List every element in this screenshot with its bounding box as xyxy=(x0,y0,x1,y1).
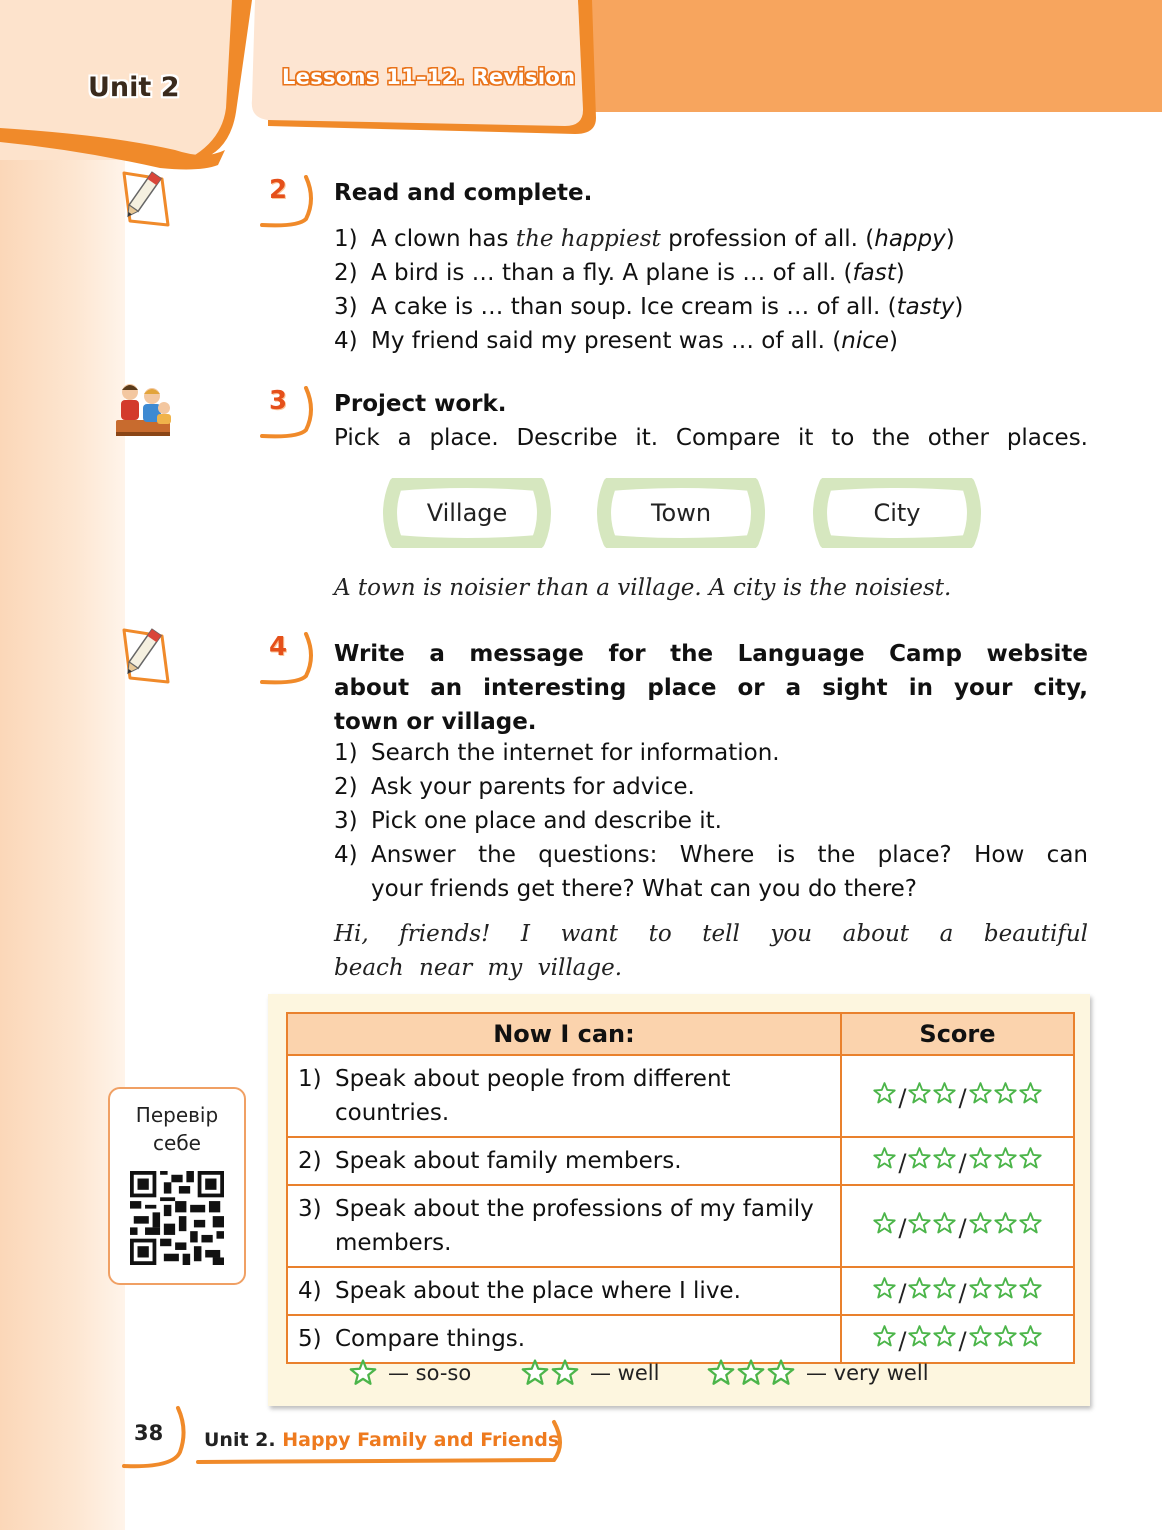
star-icon xyxy=(1018,1276,1043,1301)
star-icon xyxy=(1018,1324,1043,1349)
exercise-2-number-badge xyxy=(258,175,308,221)
exercise-4-step: 1) Search the internet for information. xyxy=(334,740,780,766)
star-icon xyxy=(932,1324,957,1349)
pencil-icon xyxy=(112,622,172,687)
slash-separator: / xyxy=(958,1213,967,1242)
score-cell[interactable] xyxy=(841,1055,1074,1137)
star-group xyxy=(872,1211,897,1236)
star-icon xyxy=(736,1358,766,1388)
score-cell[interactable] xyxy=(841,1137,1074,1185)
star-icon xyxy=(932,1146,957,1171)
star-group xyxy=(520,1358,580,1388)
star-icon xyxy=(968,1276,993,1301)
star-group xyxy=(706,1358,796,1388)
exercise-2-item: 2) A bird is … than a fly. A plane is … of all. (fast) xyxy=(334,260,905,286)
exercise-4-step: 4) Answer the questions: Where is the place? How can xyxy=(334,842,1088,868)
slash-separator: / xyxy=(898,1213,907,1242)
star-group xyxy=(968,1324,1043,1349)
star-icon xyxy=(550,1358,580,1388)
star-icon xyxy=(932,1211,957,1236)
self-check-box[interactable] xyxy=(108,1087,246,1285)
footer-unit-title: Unit 2. Happy Family and Friends xyxy=(204,1429,560,1451)
exercise-4-step-continuation: your friends get there? What can you do there? xyxy=(371,876,918,902)
legend-well xyxy=(520,1358,659,1388)
exercise-3-instruction: Pick a place. Describe it. Compare it to the other places. xyxy=(334,425,1088,451)
star-group xyxy=(907,1324,957,1349)
star-icon xyxy=(872,1081,897,1106)
left-margin-band xyxy=(0,0,125,1530)
star-group xyxy=(872,1081,897,1106)
exercise-2-item: 3) A cake is … than soup. Ice cream is … of all. (tasty) xyxy=(334,294,964,320)
table-row xyxy=(287,1267,1074,1315)
star-icon xyxy=(907,1211,932,1236)
exercise-3-title: Project work. xyxy=(334,391,507,417)
star-icon xyxy=(348,1358,378,1388)
slash-separator: / xyxy=(898,1326,907,1355)
star-icon xyxy=(907,1276,932,1301)
self-check-label: Перевір себе xyxy=(135,1103,219,1155)
slash-separator: / xyxy=(958,1278,967,1307)
star-icon xyxy=(932,1276,957,1301)
table-row xyxy=(287,1185,1074,1267)
slash-separator: / xyxy=(958,1083,967,1112)
table-header-row xyxy=(287,1013,1074,1055)
star-icon xyxy=(968,1146,993,1171)
exercise-2-title: Read and complete. xyxy=(334,180,593,206)
ability-cell: 5) Compare things. xyxy=(287,1315,841,1363)
exercise-3-number-badge xyxy=(258,386,308,432)
place-box-town xyxy=(596,478,766,548)
exercise-4-title: Write a message for the Language Camp website about an interesting place or a sight in your city, town or village. xyxy=(334,641,1088,735)
pencil-icon xyxy=(112,165,172,230)
legend-so-so xyxy=(348,1358,471,1388)
table-row xyxy=(287,1137,1074,1185)
star-icon xyxy=(1018,1081,1043,1106)
star-group xyxy=(907,1211,957,1236)
exercise-4-example-line: beach near my village. xyxy=(334,955,623,981)
star-icon xyxy=(520,1358,550,1388)
star-icon xyxy=(968,1211,993,1236)
star-group xyxy=(907,1081,957,1106)
star-icon xyxy=(766,1358,796,1388)
score-cell[interactable] xyxy=(841,1315,1074,1363)
table-row xyxy=(287,1315,1074,1363)
exercise-2-item: 1) A clown has the happiest profession of all. (happy) xyxy=(334,226,955,252)
star-icon xyxy=(993,1146,1018,1171)
slash-separator: / xyxy=(958,1326,967,1355)
kids-group-icon xyxy=(110,378,176,440)
place-label: Town xyxy=(650,499,712,527)
ability-cell: 4) Speak about the place where I live. xyxy=(287,1267,841,1315)
legend-label: — well xyxy=(590,1361,660,1385)
star-group xyxy=(968,1081,1043,1106)
slash-separator: / xyxy=(898,1278,907,1307)
exercise-3-example: A town is noisier than a village. A city is the noisiest. xyxy=(334,575,952,601)
legend-label: — very well xyxy=(806,1361,929,1385)
star-icon xyxy=(907,1146,932,1171)
lessons-label: Lessons 11–12. Revision xyxy=(282,65,576,89)
star-icon xyxy=(706,1358,736,1388)
qr-code-icon[interactable] xyxy=(130,1171,224,1265)
can-do-table xyxy=(286,1012,1075,1364)
exercise-4-step: 3) Pick one place and describe it. xyxy=(334,808,722,834)
column-header-now-i-can: Now I can: xyxy=(287,1013,841,1055)
star-icon xyxy=(1018,1211,1043,1236)
page-number: 38 xyxy=(134,1421,164,1445)
ability-cell: 3) Speak about the professions of my family members. xyxy=(287,1185,841,1267)
star-icon xyxy=(872,1146,897,1171)
star-group xyxy=(872,1146,897,1171)
star-group xyxy=(872,1324,897,1349)
star-icon xyxy=(872,1324,897,1349)
column-header-score: Score xyxy=(841,1013,1074,1055)
score-cell[interactable] xyxy=(841,1185,1074,1267)
slash-separator: / xyxy=(898,1148,907,1177)
place-label: City xyxy=(873,499,921,527)
star-icon xyxy=(968,1324,993,1349)
star-icon xyxy=(872,1211,897,1236)
table-row xyxy=(287,1055,1074,1137)
exercise-3-number: 3 xyxy=(268,386,288,416)
exercise-2-number: 2 xyxy=(268,175,288,205)
star-icon xyxy=(993,1211,1018,1236)
slash-separator: / xyxy=(958,1148,967,1177)
legend-very-well xyxy=(706,1358,929,1388)
place-box-village xyxy=(382,478,552,548)
star-group xyxy=(968,1211,1043,1236)
star-icon xyxy=(993,1324,1018,1349)
exercise-4-number: 4 xyxy=(268,632,288,662)
exercise-4-step: 2) Ask your parents for advice. xyxy=(334,774,695,800)
exercise-4-number-badge xyxy=(258,632,308,678)
unit-badge: Unit 2 xyxy=(88,72,180,103)
star-icon xyxy=(993,1276,1018,1301)
star-group xyxy=(348,1358,378,1388)
star-icon xyxy=(872,1276,897,1301)
slash-separator: / xyxy=(898,1083,907,1112)
exercise-4-example-line: Hi, friends! I want to tell you about a beautiful xyxy=(334,921,1088,947)
star-group xyxy=(968,1276,1043,1301)
place-label: Village xyxy=(426,499,508,527)
star-icon xyxy=(907,1081,932,1106)
star-icon xyxy=(932,1081,957,1106)
star-group xyxy=(968,1146,1043,1171)
star-icon xyxy=(993,1081,1018,1106)
star-icon xyxy=(968,1081,993,1106)
star-group xyxy=(872,1276,897,1301)
star-group xyxy=(907,1276,957,1301)
star-group xyxy=(907,1146,957,1171)
ability-cell: 2) Speak about family members. xyxy=(287,1137,841,1185)
score-cell[interactable] xyxy=(841,1267,1074,1315)
place-box-city xyxy=(812,478,982,548)
legend-label: — so-so xyxy=(388,1361,472,1385)
ability-cell: 1) Speak about people from different countries. xyxy=(287,1055,841,1137)
star-icon xyxy=(1018,1146,1043,1171)
exercise-2-item: 4) My friend said my present was … of all. (nice) xyxy=(334,328,899,354)
star-icon xyxy=(907,1324,932,1349)
